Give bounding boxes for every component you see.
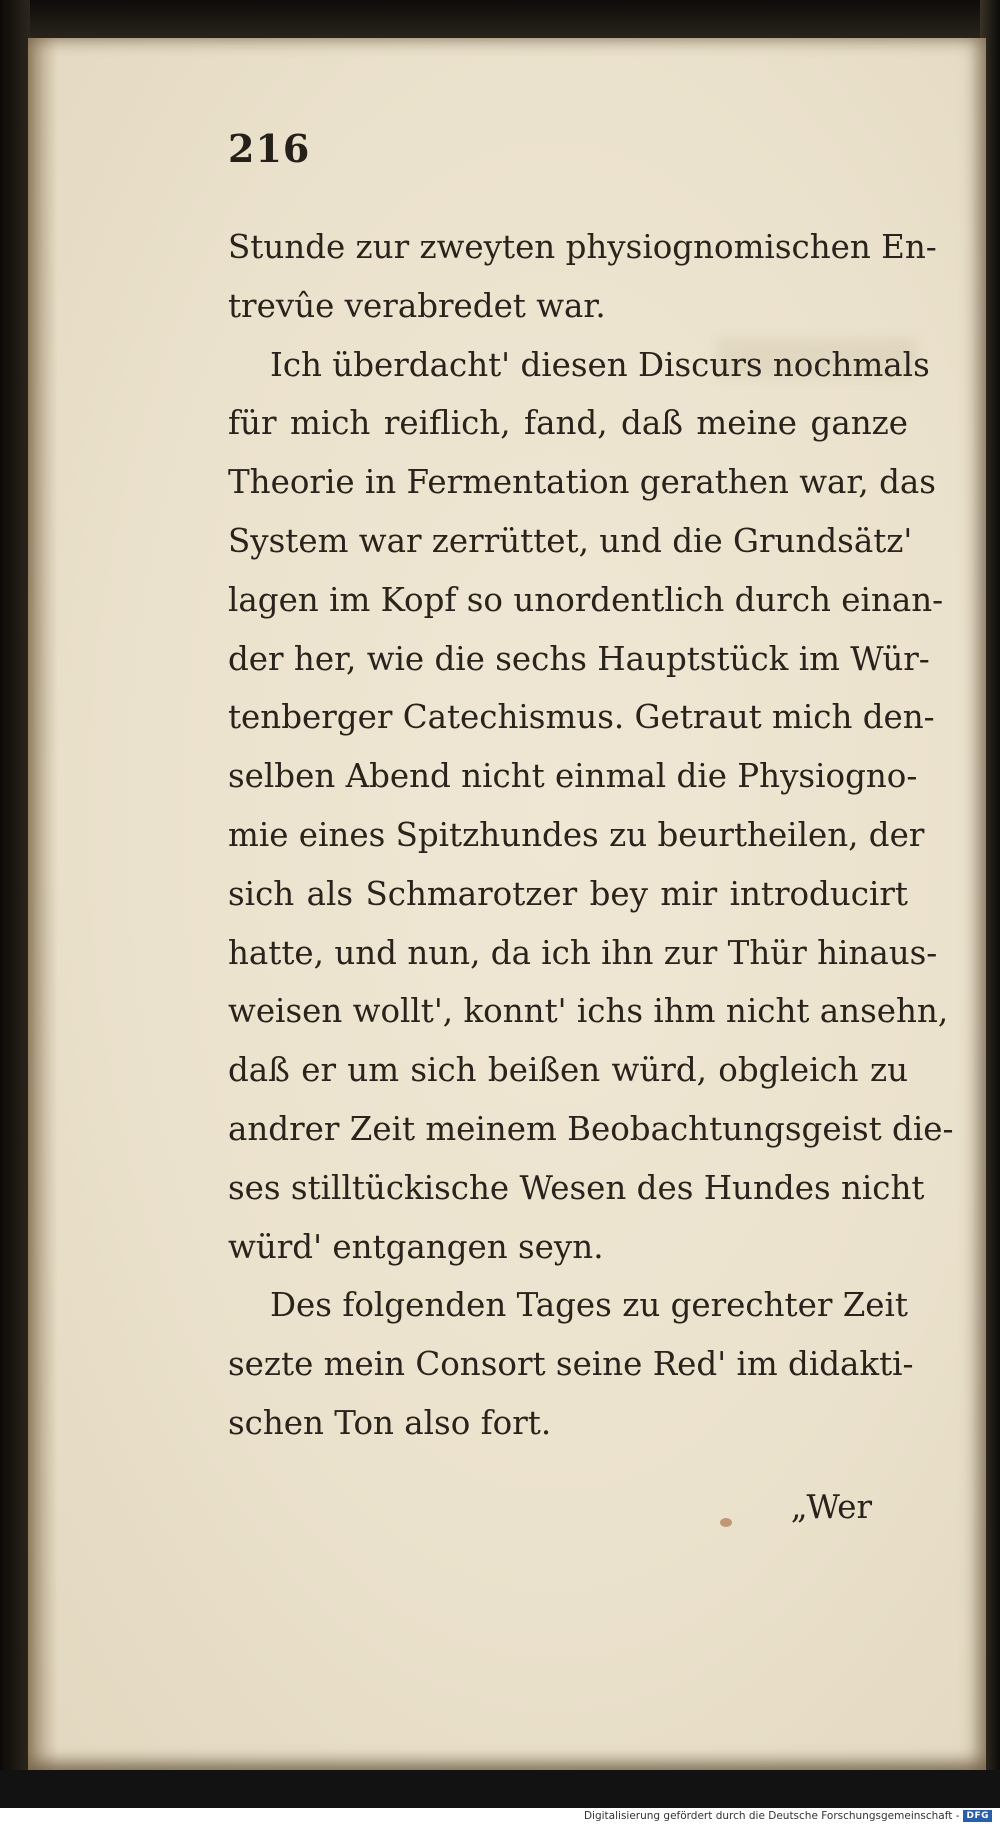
text-line: andrer Zeit meinem Beobachtungsgeist die- xyxy=(228,1109,954,1148)
text-line: selben Abend nicht einmal die Physiogno- xyxy=(228,757,918,796)
credit-text: Digitalisierung gefördert durch die Deutsche Forschungsgemeinschaft - xyxy=(583,1810,960,1822)
digitization-credit xyxy=(584,1810,992,1822)
text-line: mie eines Spitzhundes zu beurtheilen, der xyxy=(228,815,925,854)
text-line: weisen wollt', konnt' ichs ihm nicht ansehn, xyxy=(228,992,949,1031)
catchword: „Wer xyxy=(790,1488,872,1526)
text-line: hatte, und nun, da ich ihn zur Thür hinaus- xyxy=(228,933,938,972)
ink-spot xyxy=(720,1518,732,1527)
text-line: tenberger Catechismus. Getraut mich den- xyxy=(228,698,935,737)
text-line: daß er um sich beißen würd, obgleich zu xyxy=(228,1051,908,1090)
text-line: Ich überdacht' diesen Discurs nochmals xyxy=(270,345,930,384)
text-line: Des folgenden Tages zu gerechter Zeit xyxy=(270,1286,908,1325)
text-line: lagen im Kopf so unordentlich durch einan- xyxy=(228,580,944,619)
text-line: der her, wie die sechs Hauptstück im Wür- xyxy=(228,639,930,678)
text-line: Theorie in Fermentation gerathen war, das xyxy=(228,463,936,502)
page-gutter-shadow xyxy=(28,38,58,1770)
body-text xyxy=(228,218,954,1453)
text-line: schen Ton also fort. xyxy=(228,1403,552,1442)
text-line: Stunde zur zweyten physiognomischen En- xyxy=(228,228,937,266)
text-line: würd' entgangen seyn. xyxy=(228,1227,604,1266)
scan-bottom-band xyxy=(0,1770,1000,1808)
scan-top-edge xyxy=(0,0,1000,40)
text-line: sich als Schmarotzer bey mir introducirt xyxy=(228,874,908,913)
text-line: ses stilltückische Wesen des Hundes nicht xyxy=(228,1168,925,1207)
text-line: sezte mein Consort seine Red' im didakti- xyxy=(228,1345,914,1384)
page-number: 216 xyxy=(228,126,311,171)
dfg-logo[interactable]: DFG xyxy=(963,1810,992,1822)
text-line: für mich reiflich, fand, daß meine ganze xyxy=(228,404,908,443)
scan-left-edge xyxy=(0,0,30,1827)
text-line: trevûe verabredet war. xyxy=(228,286,606,325)
text-line: System war zerrüttet, und die Grundsätz' xyxy=(228,521,913,560)
